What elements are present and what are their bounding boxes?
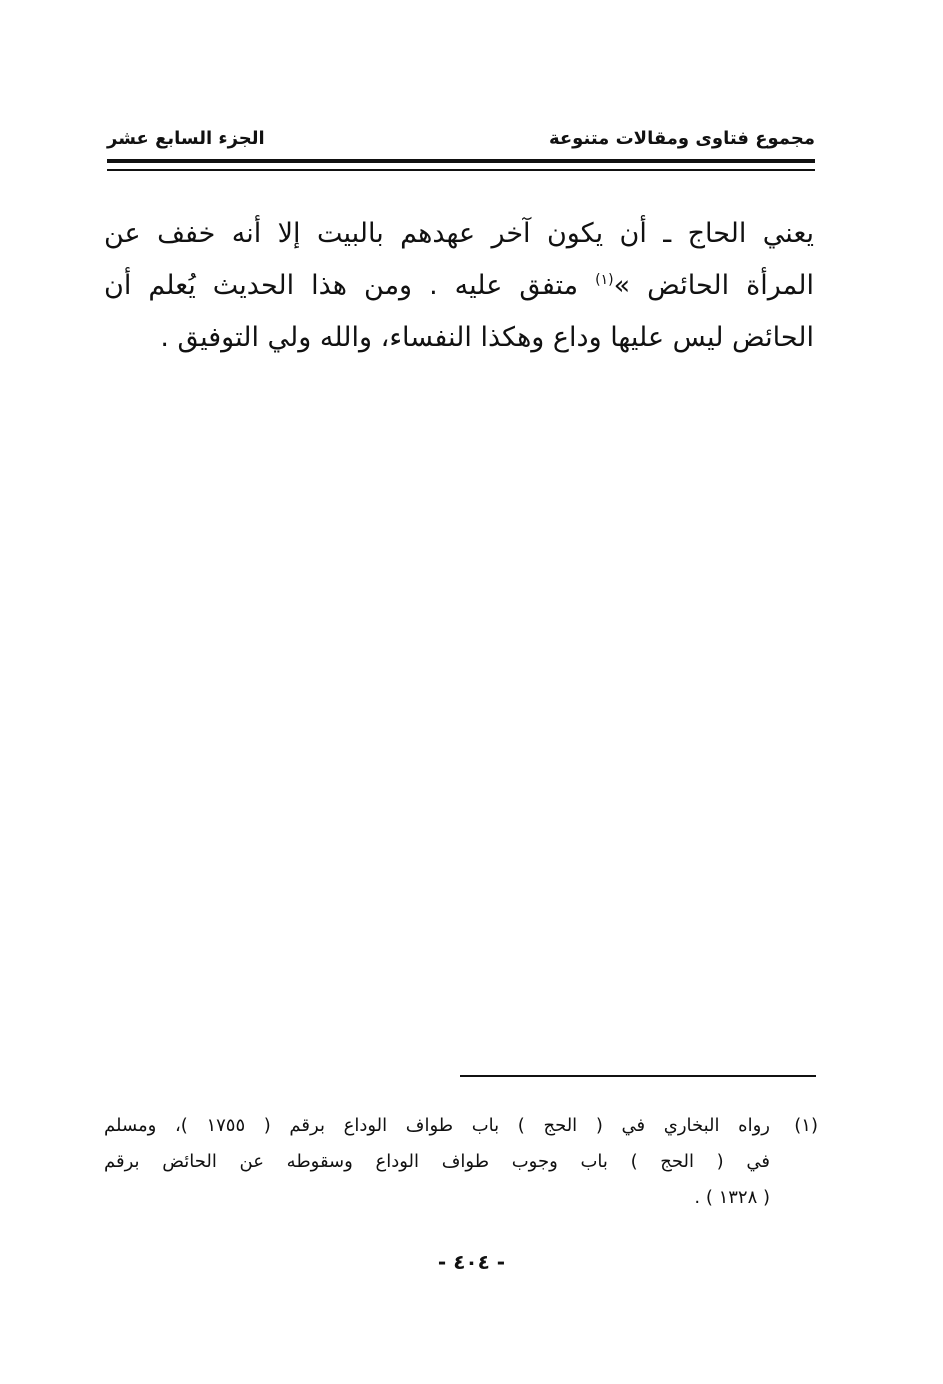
text-line-part: المرأة الحائض » xyxy=(613,270,814,301)
footnote-line: في ( الحج ) باب وجوب طواف الوداع وسقوطه عن الحائض برقم xyxy=(104,1151,770,1172)
footnote-reference: (١) xyxy=(595,272,614,288)
running-header xyxy=(107,122,815,162)
text-line: الحائض ليس عليها وداع وهكذا النفساء، والله ولي التوفيق . xyxy=(160,322,814,353)
footnote-number: (١) xyxy=(794,1115,818,1136)
header-rule-thick xyxy=(107,159,815,163)
text-line-part: متفق عليه . ومن هذا الحديث يُعلم أن xyxy=(104,270,579,301)
text-line: يعني الحاج ـ أن يكون آخر عهدهم بالبيت إلا أنه خفف عن xyxy=(104,218,814,249)
footnote xyxy=(104,1108,818,1216)
footnotes xyxy=(104,1108,818,1216)
footnote-separator xyxy=(460,1075,816,1077)
text-line xyxy=(104,260,814,312)
header-rule-thin xyxy=(107,169,815,171)
main-text xyxy=(104,208,814,364)
header-volume: الجزء السابع عشر xyxy=(107,128,265,149)
footnote-line: ( ١٣٢٨ ) . xyxy=(694,1187,770,1208)
header-book-title: مجموع فتاوى ومقالات متنوعة xyxy=(548,128,815,149)
page-number: - ٤٠٤ - xyxy=(437,1250,506,1274)
footnote-line: رواه البخاري في ( الحج ) باب طواف الوداع برقم ( ١٧٥٥ )، ومسلم xyxy=(104,1115,770,1136)
